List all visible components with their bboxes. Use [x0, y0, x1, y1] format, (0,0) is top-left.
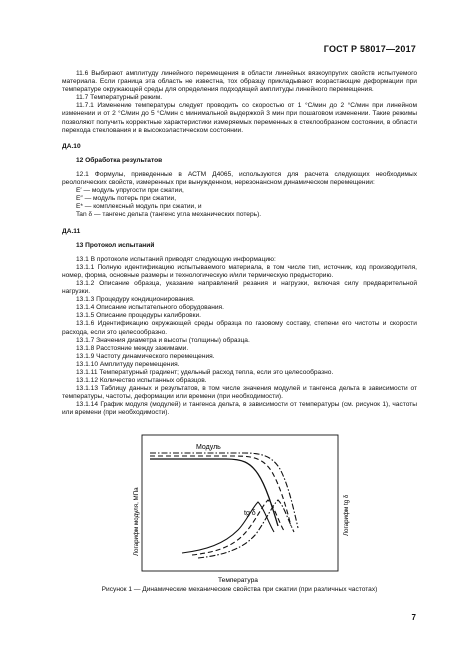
protocol-item: 13.1.3 Процедуру кондиционирования. [76, 296, 195, 304]
section-12-heading: 12 Обработка результатов [76, 156, 163, 164]
protocol-item: 13.1.12 Количество испытанных образцов. [76, 377, 207, 385]
figure-dma-curves [126, 434, 362, 586]
protocol-item: 13.1.1 Полную идентификацию испытываемого материала, в том числе тип, источник, код производителя, номер, форма, основные размеры и технологическую и/или термическую предысторию. [62, 263, 417, 279]
paragraph-11-7: 11.7 Температурный режим. [76, 94, 163, 102]
protocol-item: 13.1.13 Таблицу данных и результатов, в том числе значения модулей и тангенса дельта в зависимости от температуры, частоты, деформации или времени (при необходимости). [62, 385, 417, 401]
paragraph-11-6: 11.6 Выбирают амплитуду линейного перемещения в области линейных вязкоупругих свойств испытуемого материала. Если граница эта область не известна, тох образцу прикладывают возрастающие деформации при температуре окружающей среды для определения подходящей амплитуды линейного перемещения. [62, 70, 417, 94]
annex-da11-title: ДА.11 [62, 227, 81, 235]
protocol-item: 13.1.8 Расстояние между зажимами. [76, 344, 189, 352]
y-axis-label-right: Логарифм tg δ [343, 494, 350, 536]
protocol-item: 13.1.10 Амплитуду перемещения. [76, 360, 180, 368]
protocol-item: 13.1 В протоколе испытаний приводят следующую информацию: [76, 255, 276, 263]
figure-caption: Рисунок 1 — Динамические механические свойства при сжатии (при различных частотах) [101, 586, 378, 593]
definition-item: E″ — модуль потерь при сжатии, [76, 195, 177, 203]
document-body [62, 70, 417, 418]
protocol-item: 13.1.11 Температурный градиент; удельный расход тепла, если это целесообразно. [76, 369, 334, 376]
definition-item: E* — комплексный модуль при сжатии, и [76, 203, 202, 211]
y-axis-label-left: Логарифм модуля, МПа [133, 487, 140, 556]
x-axis-label: Температура [218, 577, 258, 584]
label-tan-delta: tg δ [244, 510, 256, 517]
paragraph-12-1: 12.1 Формулы, приведенные в АСТМ Д4065, используются для расчета следующих необходимых реологических свойств, измеренных при вынужденном, нерезонансном динамическом перемещении: [62, 170, 417, 187]
protocol-item: 13.1.2 Описание образца, указание направлений резания и нагрузки, включая силу предварительной нагрузки. [62, 279, 417, 296]
plot-frame [142, 435, 338, 571]
definition-item: Tan δ — тангенс дельта (тангенс угла механических потерь). [76, 211, 262, 219]
modulus-curve-solid [150, 459, 278, 526]
paragraph-11-7-1: 11.7.1 Изменение температуры следует проводить со скоростью от 1 °С/мин до 2 °С/мин при линейном изменении и от 2 °С/мин до 5 °С/мин с минимальной выдержкой 3 мин при пошаговом изменении. Такие режимы позволяют получить корректные характеристики измеряемых переменных в стеклообразном состоянии, в области перехода стеклования и в высокоэластическом состоянии. [62, 102, 417, 134]
annex-da10-title: ДА.10 [62, 142, 81, 150]
standard-number: ГОСТ Р 58017—2017 [323, 44, 416, 54]
protocol-item: 13.1.7 Значения диаметра и высоты (толщины) образца. [76, 336, 250, 344]
definition-item: E′ — модуль упругости при сжатии, [76, 187, 184, 195]
modulus-curve-dash [150, 456, 291, 526]
protocol-item: 13.1.14 График модуля (модулей) и тангенса дельта, в зависимости от температуры (см. рисунок 1), частоты или времени (при необходимости). [62, 401, 417, 417]
protocol-item: 13.1.4 Описание испытательного оборудования. [76, 304, 224, 312]
protocol-item: 13.1.9 Частоту динамического перемещения. [76, 352, 215, 360]
protocol-item: 13.1.6 Идентификацию окружающей среды образца по газовому составу, степени его чистоты и скорости расхода, если это целесообразно. [62, 320, 417, 336]
label-modulus: Модуль [196, 444, 221, 451]
protocol-item: 13.1.5 Описание процедуры калибровки. [76, 312, 202, 320]
section-13-heading: 13 Протокол испытаний [76, 241, 155, 249]
page-number: 7 [411, 613, 416, 622]
tand-curve-dash [192, 500, 284, 555]
tand-curve-dashdot [198, 500, 294, 558]
